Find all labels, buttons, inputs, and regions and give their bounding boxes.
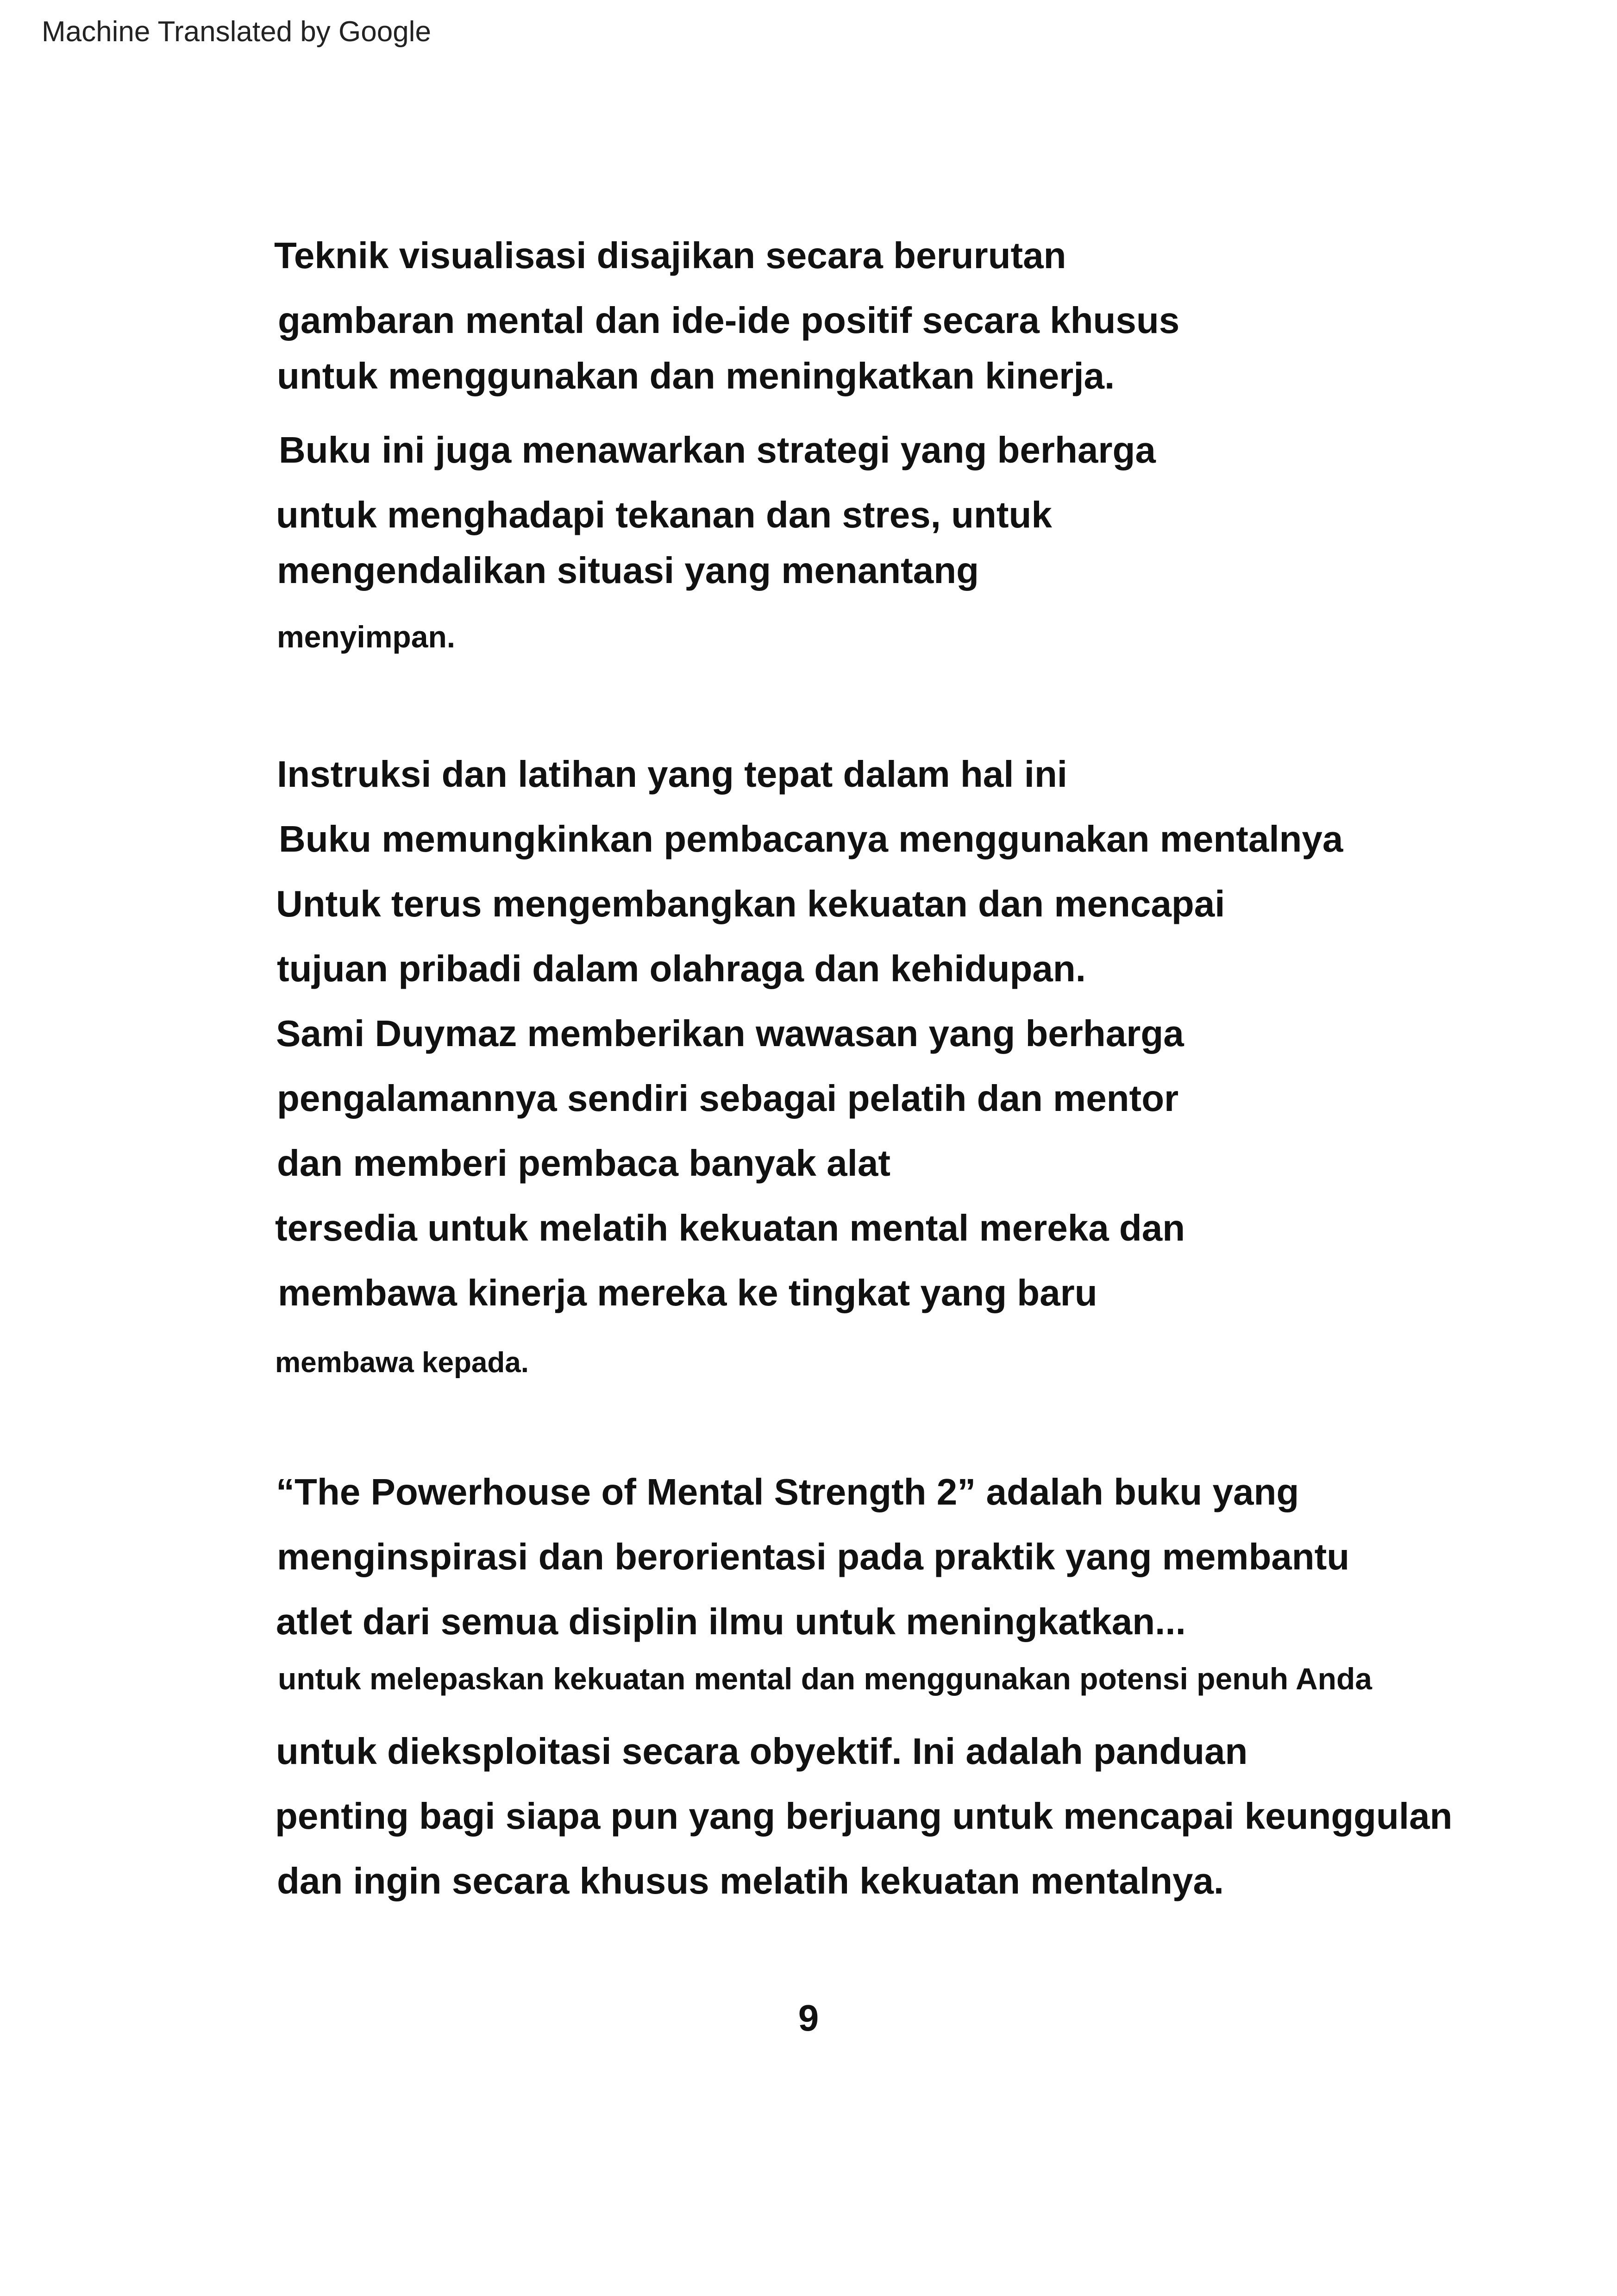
paragraph-1-line-5: untuk menghadapi tekanan dan stres, untuk bbox=[276, 494, 1052, 535]
paragraph-3-line-2: menginspirasi dan berorientasi pada praktik yang membantu bbox=[277, 1536, 1350, 1577]
paragraph-3-line-3: atlet dari semua disiplin ilmu untuk meningkatkan... bbox=[276, 1601, 1186, 1642]
paragraph-2-line-8: tersedia untuk melatih kekuatan mental mereka dan bbox=[275, 1207, 1185, 1248]
paragraph-2-line-3: Untuk terus mengembangkan kekuatan dan mencapai bbox=[276, 883, 1225, 924]
paragraph-3-line-6: penting bagi siapa pun yang berjuang untuk mencapai keunggulan bbox=[275, 1795, 1453, 1837]
paragraph-1-line-4: Buku ini juga menawarkan strategi yang berharga bbox=[279, 429, 1156, 470]
paragraph-3-line-7: dan ingin secara khusus melatih kekuatan mentalnya. bbox=[277, 1860, 1224, 1901]
paragraph-2-line-2: Buku memungkinkan pembacanya menggunakan mentalnya bbox=[279, 818, 1343, 859]
paragraph-1-line-6: mengendalikan situasi yang menantang bbox=[277, 550, 979, 591]
paragraph-2-line-10: membawa kepada. bbox=[275, 1347, 529, 1379]
paragraph-3-line-5: untuk dieksploitasi secara obyektif. Ini adalah panduan bbox=[276, 1731, 1248, 1772]
paragraph-1-line-7: menyimpan. bbox=[277, 620, 456, 654]
paragraph-2-line-5: Sami Duymaz memberikan wawasan yang berharga bbox=[276, 1013, 1184, 1054]
machine-translation-banner: Machine Translated by Google bbox=[42, 16, 431, 48]
paragraph-1-line-2: gambaran mental dan ide-ide positif secara khusus bbox=[278, 300, 1180, 341]
paragraph-3-line-4: untuk melepaskan kekuatan mental dan menggunakan potensi penuh Anda bbox=[278, 1662, 1373, 1696]
paragraph-2-line-7: dan memberi pembaca banyak alat bbox=[277, 1142, 890, 1184]
paragraph-1-line-1: Teknik visualisasi disajikan secara berurutan bbox=[274, 235, 1066, 276]
paragraph-2-line-6: pengalamannya sendiri sebagai pelatih dan mentor bbox=[277, 1078, 1179, 1119]
paragraph-3-line-1: “The Powerhouse of Mental Strength 2” adalah buku yang bbox=[276, 1471, 1299, 1512]
paragraph-2-line-9: membawa kinerja mereka ke tingkat yang baru bbox=[278, 1272, 1097, 1313]
paragraph-2-line-4: tujuan pribadi dalam olahraga dan kehidupan. bbox=[277, 948, 1086, 989]
paragraph-2-line-1: Instruksi dan latihan yang tepat dalam hal ini bbox=[277, 753, 1068, 795]
page-number: 9 bbox=[798, 1997, 819, 2039]
paragraph-1-line-3: untuk menggunakan dan meningkatkan kinerja. bbox=[277, 355, 1115, 396]
